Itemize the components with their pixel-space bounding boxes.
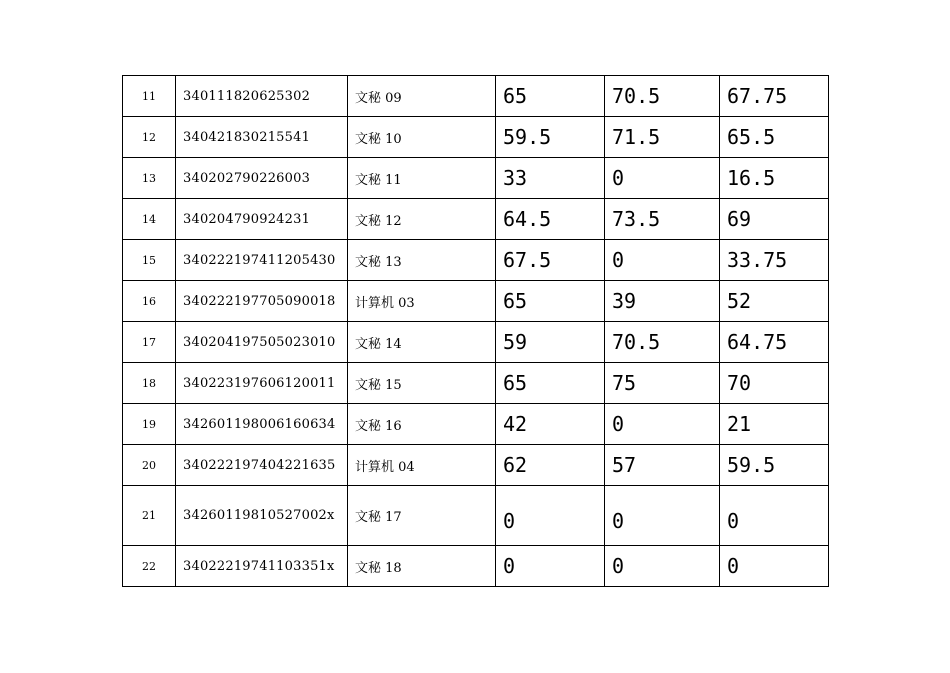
id-number: 342601198006160634 <box>176 404 348 445</box>
row-number: 18 <box>123 363 176 404</box>
total-score: 67.75 <box>720 76 829 117</box>
id-number: 340111820625302 <box>176 76 348 117</box>
interview-score: 75 <box>605 363 720 404</box>
written-score: 62 <box>496 445 605 486</box>
row-number: 19 <box>123 404 176 445</box>
table-row <box>123 404 829 445</box>
id-number: 340204197505023010 <box>176 322 348 363</box>
id-number: 340222197411205430 <box>176 240 348 281</box>
total-score: 16.5 <box>720 158 829 199</box>
written-score: 59.5 <box>496 117 605 158</box>
position-code: 文秘 14 <box>348 322 496 363</box>
id-number: 340421830215541 <box>176 117 348 158</box>
total-score: 69 <box>720 199 829 240</box>
position-code: 计算机 03 <box>348 281 496 322</box>
table-row <box>123 445 829 486</box>
table-row <box>123 117 829 158</box>
written-score: 64.5 <box>496 199 605 240</box>
written-score: 33 <box>496 158 605 199</box>
score-table <box>122 75 829 587</box>
position-code: 文秘 13 <box>348 240 496 281</box>
position-code: 文秘 17 <box>348 486 496 546</box>
written-score: 65 <box>496 363 605 404</box>
total-score: 0 <box>720 546 829 587</box>
id-number: 34022219741103351x <box>176 546 348 587</box>
total-score: 64.75 <box>720 322 829 363</box>
id-number: 340223197606120011 <box>176 363 348 404</box>
interview-score: 0 <box>605 158 720 199</box>
table-row <box>123 281 829 322</box>
table-row <box>123 76 829 117</box>
id-number: 340204790924231 <box>176 199 348 240</box>
total-score: 33.75 <box>720 240 829 281</box>
table-row <box>123 240 829 281</box>
position-code: 文秘 15 <box>348 363 496 404</box>
table-row <box>123 546 829 587</box>
row-number: 20 <box>123 445 176 486</box>
total-score: 70 <box>720 363 829 404</box>
written-score: 42 <box>496 404 605 445</box>
written-score: 0 <box>496 546 605 587</box>
interview-score: 39 <box>605 281 720 322</box>
written-score: 65 <box>496 281 605 322</box>
row-number: 14 <box>123 199 176 240</box>
interview-score: 0 <box>605 404 720 445</box>
position-code: 文秘 12 <box>348 199 496 240</box>
total-score: 59.5 <box>720 445 829 486</box>
table-row <box>123 199 829 240</box>
id-number: 340222197404221635 <box>176 445 348 486</box>
written-score: 0 <box>496 486 605 546</box>
row-number: 11 <box>123 76 176 117</box>
row-number: 16 <box>123 281 176 322</box>
interview-score: 0 <box>605 546 720 587</box>
interview-score: 73.5 <box>605 199 720 240</box>
row-number: 17 <box>123 322 176 363</box>
interview-score: 0 <box>605 240 720 281</box>
id-number: 34260119810527002x <box>176 486 348 546</box>
interview-score: 0 <box>605 486 720 546</box>
row-number: 22 <box>123 546 176 587</box>
written-score: 67.5 <box>496 240 605 281</box>
table-row <box>123 363 829 404</box>
table-row <box>123 158 829 199</box>
position-code: 文秘 09 <box>348 76 496 117</box>
written-score: 65 <box>496 76 605 117</box>
row-number: 13 <box>123 158 176 199</box>
position-code: 文秘 16 <box>348 404 496 445</box>
total-score: 0 <box>720 486 829 546</box>
position-code: 计算机 04 <box>348 445 496 486</box>
table-row <box>123 486 829 546</box>
total-score: 52 <box>720 281 829 322</box>
position-code: 文秘 18 <box>348 546 496 587</box>
table-row <box>123 322 829 363</box>
total-score: 21 <box>720 404 829 445</box>
interview-score: 71.5 <box>605 117 720 158</box>
interview-score: 70.5 <box>605 76 720 117</box>
row-number: 15 <box>123 240 176 281</box>
position-code: 文秘 11 <box>348 158 496 199</box>
interview-score: 57 <box>605 445 720 486</box>
row-number: 12 <box>123 117 176 158</box>
interview-score: 70.5 <box>605 322 720 363</box>
id-number: 340202790226003 <box>176 158 348 199</box>
written-score: 59 <box>496 322 605 363</box>
row-number: 21 <box>123 486 176 546</box>
id-number: 340222197705090018 <box>176 281 348 322</box>
total-score: 65.5 <box>720 117 829 158</box>
position-code: 文秘 10 <box>348 117 496 158</box>
